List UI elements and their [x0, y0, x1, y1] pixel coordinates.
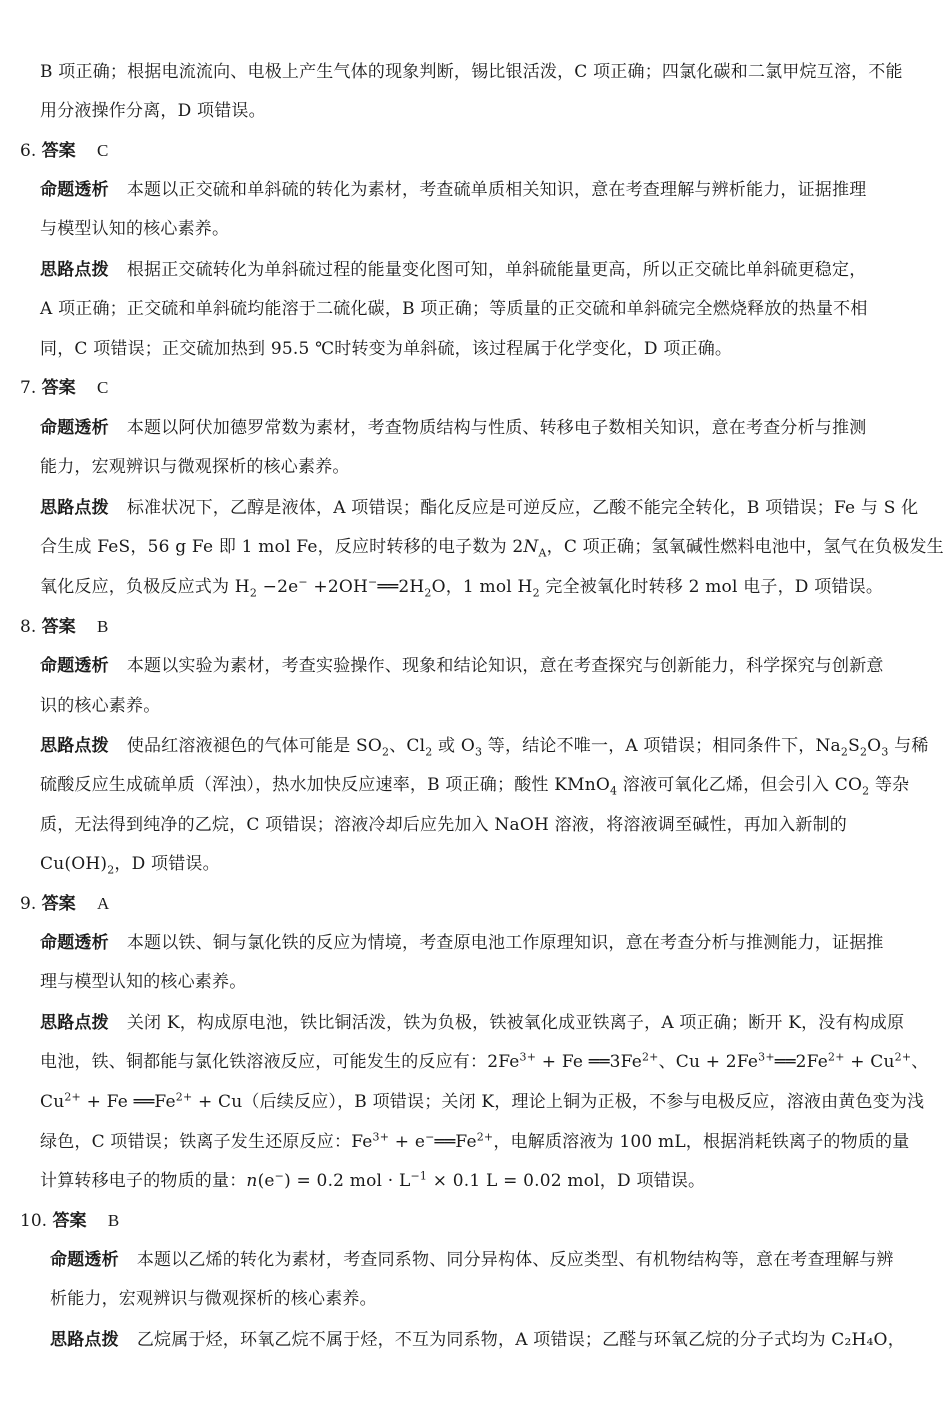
- q8-header: [20, 615, 108, 639]
- q7-intent-label: 命题透析: [40, 418, 109, 438]
- q7-header: [20, 376, 108, 400]
- q6-answer-value: C: [97, 141, 109, 160]
- q10-intent-line-2: 析能力，宏观辨识与微观探析的核心素养。: [50, 1289, 377, 1309]
- q8-hint-line-3: 质，无法得到纯净的乙烷，C 项错误；溶液冷却后应先加入 NaOH 溶液，将溶液调至碱性，再加入新制的: [40, 815, 847, 835]
- q10-intent-line-1: 命题透析 本题以乙烯的转化为素材，考查同系物、同分异构体、反应类型、有机物结构等，意在考查理解与辨: [50, 1250, 894, 1270]
- q9-number: 9.: [20, 894, 37, 914]
- q10-hint-line-1: 思路点拨 乙烷属于烃，环氧乙烷不属于烃，不互为同系物，A 项错误；乙醛与环氧乙烷的分子式均为 C₂H₄O，: [50, 1330, 905, 1350]
- q9-hint-line-2: 电池，铁、铜都能与氯化铁溶液反应，可能发生的反应有：$2Fe^{3+} + Fe$ $══3Fe^{2+}$、$Cu + 2Fe^{3+}══2Fe^{2+} + Cu^{2+}$、: [40, 1050, 929, 1072]
- q7-intent-line-2: 能力，宏观辨识与微观探析的核心素养。: [40, 457, 350, 477]
- q8-intent-line-1: 命题透析 本题以实验为素材，考查实验操作、现象和结论知识，意在考查探究与创新能力，科学探究与创新意: [40, 656, 884, 676]
- q7-answer-label: 答案: [41, 378, 76, 398]
- q9-intent-label: 命题透析: [40, 933, 109, 953]
- q8-hint-label: 思路点拨: [40, 736, 109, 756]
- q9-answer-value: A: [97, 894, 110, 913]
- q8-answer-value: B: [97, 617, 109, 636]
- q6-number: 6.: [20, 141, 37, 161]
- q9-hint-line-1: 思路点拨 关闭 K，构成原电池，铁比铜活泼，铁为负极，铁被氧化成亚铁离子，A 项正确；断开 K，没有构成原: [40, 1013, 905, 1033]
- q8-intent-label: 命题透析: [40, 656, 109, 676]
- q6-hint-line-2: A 项正确；正交硫和单斜硫均能溶于二硫化碳，B 项正确；等质量的正交硫和单斜硫完全燃烧释放的热量不相: [40, 299, 868, 319]
- intro-line-1: B 项正确；根据电流流向、电极上产生气体的现象判断，锡比银活泼，C 项正确；四氯化碳和二氯甲烷互溶，不能: [40, 62, 903, 82]
- q9-hint-line-5: 计算转移电子的物质的量：n(e−) = 0.2 mol · $L^{-1} \times 0.1$ L = 0.02 mol，D 项错误。: [40, 1169, 706, 1191]
- q10-number: 10.: [20, 1211, 48, 1231]
- q8-hint-line-2: 硫酸反应生成硫单质（浑浊），热水加快反应速率，B 项正确；酸性 KMnO$_4$ 溶液可氧化乙烯，但会引入 $CO_2$ 等杂: [40, 775, 910, 798]
- q7-hint-line-2: 合生成 FeS，56 g Fe 即 1 mol Fe，反应时转移的电子数为 $2N_A$，C 项正确；氢氧碱性燃料电池中，氢气在负极发生: [40, 537, 944, 560]
- q7-number: 7.: [20, 378, 37, 398]
- q9-hint-label: 思路点拨: [40, 1013, 109, 1033]
- q6-intent-label: 命题透析: [40, 180, 109, 200]
- intro-line-2: 用分液操作分离，D 项错误。: [40, 101, 266, 121]
- q9-header: [20, 892, 109, 916]
- q10-intent-label: 命题透析: [50, 1250, 119, 1270]
- q8-hint-line-4: $Cu(OH)_2$，D 项错误。: [40, 854, 220, 877]
- q8-answer-label: 答案: [41, 617, 76, 637]
- q6-hint-label: 思路点拨: [40, 260, 109, 280]
- q6-intent-line-2: 与模型认知的核心素养。: [40, 219, 230, 239]
- q6-intent-line-1: 命题透析 本题以正交硫和单斜硫的转化为素材，考查硫单质相关知识，意在考查理解与辨析能力，证据推理: [40, 180, 867, 200]
- q9-hint-line-4: 绿色，C 项错误；铁离子发生还原反应：$Fe^{3+}$ + $e^-══Fe^{2+}$，电解质溶液为 100 mL，根据消耗铁离子的物质的量: [40, 1130, 910, 1152]
- q6-answer-label: 答案: [41, 141, 76, 161]
- q9-answer-label: 答案: [41, 894, 76, 914]
- q6-hint-line-1: 思路点拨 根据正交硫转化为单斜硫过程的能量变化图可知，单斜硫能量更高，所以正交硫比单斜硫更稳定，: [40, 260, 867, 280]
- q7-hint-line-1: 思路点拨 标准状况下，乙醇是液体，A 项错误；酯化反应是可逆反应，乙酸不能完全转化，B 项错误；Fe 与 S 化: [40, 498, 919, 518]
- q7-intent-line-1: 命题透析 本题以阿伏加德罗常数为素材，考查物质结构与性质、转移电子数相关知识，意在考查分析与推测: [40, 418, 867, 438]
- q10-answer-label: 答案: [52, 1211, 87, 1231]
- q8-hint-line-1: 思路点拨 使品红溶液褪色的气体可能是 $SO_2$、$Cl_2$ 或 $O_3$ 等，结论不唯一，A 项错误；相同条件下，$Na_2S_2O_3$ 与稀: [40, 736, 929, 759]
- q9-hint-line-3: $Cu^{2+} + Fe$ $══Fe^{2+} + Cu$（后续反应），B 项错误；关闭 K，理论上铜为正极，不参与电极反应，溶液由黄色变为浅: [40, 1090, 925, 1112]
- q6-header: [20, 139, 108, 163]
- q10-header: [20, 1209, 119, 1233]
- q7-answer-value: C: [97, 378, 109, 397]
- q7-hint-line-3: 氧化反应，负极反应式为 $H_2 -2e^-$ $+2OH^-══2H_2O$，1 mol $H_2$ 完全被氧化时转移 2 mol 电子，D 项错误。: [40, 575, 884, 600]
- q9-intent-line-1: 命题透析 本题以铁、铜与氯化铁的反应为情境，考查原电池工作原理知识，意在考查分析与推测能力，证据推: [40, 933, 884, 953]
- q7-hint-label: 思路点拨: [40, 498, 109, 518]
- q8-intent-line-2: 识的核心素养。: [40, 696, 161, 716]
- q6-hint-line-3: 同，C 项错误；正交硫加热到 95.5 ℃时转变为单斜硫，该过程属于化学变化，D 项正确。: [40, 339, 733, 359]
- q9-intent-line-2: 理与模型认知的核心素养。: [40, 972, 247, 992]
- q10-hint-label: 思路点拨: [50, 1330, 119, 1350]
- q8-number: 8.: [20, 617, 37, 637]
- q10-answer-value: B: [107, 1211, 120, 1230]
